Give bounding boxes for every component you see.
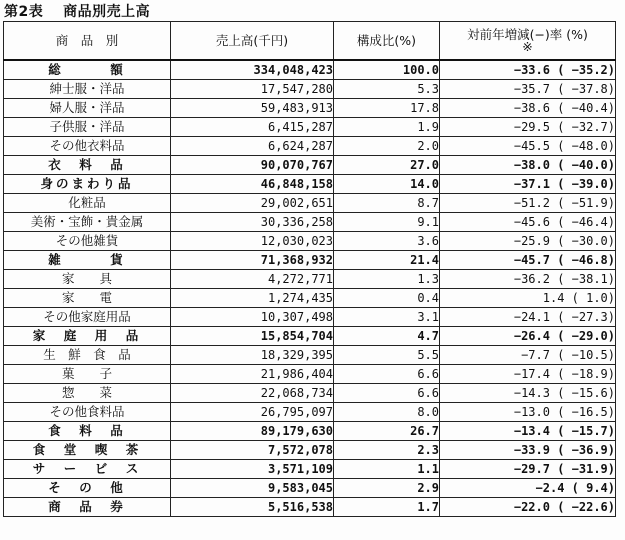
row-sales: 3,571,109 [171,460,334,479]
row-sales: 30,336,258 [171,213,334,232]
row-sales: 6,624,287 [171,137,334,156]
row-ratio: 2.3 [334,441,440,460]
row-sales: 10,307,498 [171,308,334,327]
row-ratio: 9.1 [334,213,440,232]
table-title: 第2表 商品別売上高 [4,4,151,20]
row-ratio: 8.0 [334,403,440,422]
row-ratio: 6.6 [334,365,440,384]
row-yoy-change: −17.4 ( −18.9) [440,365,616,384]
row-product-name: 紳士服・洋品 [4,80,171,99]
row-product-name: 家 具 [4,270,171,289]
row-ratio: 4.7 [334,327,440,346]
row-yoy-change: −38.0 ( −40.0) [440,156,616,175]
header-sales: 売上高(千円) [171,22,334,61]
row-yoy-change: −2.4 ( 9.4) [440,479,616,498]
table-row [4,99,616,118]
row-sales: 17,547,280 [171,80,334,99]
row-product-name: 食 堂 喫 茶 [4,441,171,460]
table-row [4,156,616,175]
header-yoy [440,22,616,61]
table-row [4,384,616,403]
table-row [4,194,616,213]
row-sales: 334,048,423 [171,60,334,80]
row-yoy-change: −33.6 ( −35.2) [440,60,616,80]
row-yoy-change: −7.7 ( −10.5) [440,346,616,365]
table-row [4,80,616,99]
row-sales: 71,368,932 [171,251,334,270]
row-product-name: その他衣料品 [4,137,171,156]
row-product-name: 子供服・洋品 [4,118,171,137]
row-sales: 4,272,771 [171,270,334,289]
row-ratio: 6.6 [334,384,440,403]
row-ratio: 3.1 [334,308,440,327]
header-ratio: 構成比(%) [334,22,440,61]
row-yoy-change: 1.4 ( 1.0) [440,289,616,308]
row-product-name: そ の 他 [4,479,171,498]
table-row [4,213,616,232]
row-yoy-change: −45.5 ( −48.0) [440,137,616,156]
row-product-name: 婦人服・洋品 [4,99,171,118]
row-sales: 22,068,734 [171,384,334,403]
row-yoy-change: −35.7 ( −37.8) [440,80,616,99]
header-product: 商 品 別 [4,22,171,61]
row-product-name: 衣 料 品 [4,156,171,175]
table-row [4,308,616,327]
row-ratio: 2.0 [334,137,440,156]
row-product-name: 雑 貨 [4,251,171,270]
row-ratio: 5.5 [334,346,440,365]
row-sales: 90,070,767 [171,156,334,175]
row-sales: 12,030,023 [171,232,334,251]
row-ratio: 8.7 [334,194,440,213]
row-sales: 59,483,913 [171,99,334,118]
row-product-name: 化粧品 [4,194,171,213]
row-yoy-change: −33.9 ( −36.9) [440,441,616,460]
row-ratio: 21.4 [334,251,440,270]
row-sales: 46,848,158 [171,175,334,194]
table-row [4,346,616,365]
table-row [4,232,616,251]
table-row [4,403,616,422]
row-ratio: 1.9 [334,118,440,137]
row-sales: 18,329,395 [171,346,334,365]
table-body [4,60,616,517]
table-row [4,251,616,270]
row-sales: 26,795,097 [171,403,334,422]
row-sales: 15,854,704 [171,327,334,346]
row-sales: 1,274,435 [171,289,334,308]
row-product-name: 家 庭 用 品 [4,327,171,346]
row-ratio: 26.7 [334,422,440,441]
row-product-name: その他家庭用品 [4,308,171,327]
row-yoy-change: −37.1 ( −39.0) [440,175,616,194]
row-ratio: 27.0 [334,156,440,175]
row-ratio: 17.8 [334,99,440,118]
header-yoy-note: ※ [522,38,533,54]
table-row [4,422,616,441]
table-header-row [4,22,616,61]
row-ratio: 3.6 [334,232,440,251]
table-row [4,270,616,289]
row-ratio: 1.7 [334,498,440,517]
row-yoy-change: −38.6 ( −40.4) [440,99,616,118]
row-yoy-change: −13.4 ( −15.7) [440,422,616,441]
row-product-name: 食 料 品 [4,422,171,441]
row-yoy-change: −45.7 ( −46.8) [440,251,616,270]
table-row [4,60,616,80]
row-yoy-change: −36.2 ( −38.1) [440,270,616,289]
row-product-name: 家 電 [4,289,171,308]
table-row [4,137,616,156]
row-ratio: 5.3 [334,80,440,99]
row-sales: 21,986,404 [171,365,334,384]
row-ratio: 14.0 [334,175,440,194]
row-sales: 5,516,538 [171,498,334,517]
table-row [4,175,616,194]
row-yoy-change: −29.5 ( −32.7) [440,118,616,137]
row-product-name: 身のまわり品 [4,175,171,194]
row-ratio: 0.4 [334,289,440,308]
row-product-name: その他雑貨 [4,232,171,251]
row-product-name: サ ー ビ ス [4,460,171,479]
row-product-name: 生 鮮 食 品 [4,346,171,365]
table-row [4,327,616,346]
row-product-name: 総 額 [4,60,171,80]
row-ratio: 1.3 [334,270,440,289]
row-product-name: 美術・宝飾・貴金属 [4,213,171,232]
row-ratio: 100.0 [334,60,440,80]
row-yoy-change: −45.6 ( −46.4) [440,213,616,232]
row-yoy-change: −22.0 ( −22.6) [440,498,616,517]
row-product-name: 菓 子 [4,365,171,384]
row-yoy-change: −26.4 ( −29.0) [440,327,616,346]
table-row [4,441,616,460]
row-sales: 89,179,630 [171,422,334,441]
row-sales: 9,583,045 [171,479,334,498]
row-yoy-change: −13.0 ( −16.5) [440,403,616,422]
row-ratio: 1.1 [334,460,440,479]
row-yoy-change: −14.3 ( −15.6) [440,384,616,403]
row-ratio: 2.9 [334,479,440,498]
row-yoy-change: −24.1 ( −27.3) [440,308,616,327]
table-row [4,460,616,479]
row-yoy-change: −29.7 ( −31.9) [440,460,616,479]
row-sales: 6,415,287 [171,118,334,137]
sales-by-product-table [3,21,616,517]
row-yoy-change: −25.9 ( −30.0) [440,232,616,251]
table-row [4,118,616,137]
row-product-name: その他食料品 [4,403,171,422]
table-row [4,365,616,384]
row-yoy-change: −51.2 ( −51.9) [440,194,616,213]
row-product-name: 商 品 券 [4,498,171,517]
header-yoy-label: 対前年増減(−)率 (%) [467,26,588,42]
table-row [4,289,616,308]
row-sales: 29,002,651 [171,194,334,213]
table-row [4,498,616,517]
table-row [4,479,616,498]
row-sales: 7,572,078 [171,441,334,460]
row-product-name: 惣 菜 [4,384,171,403]
